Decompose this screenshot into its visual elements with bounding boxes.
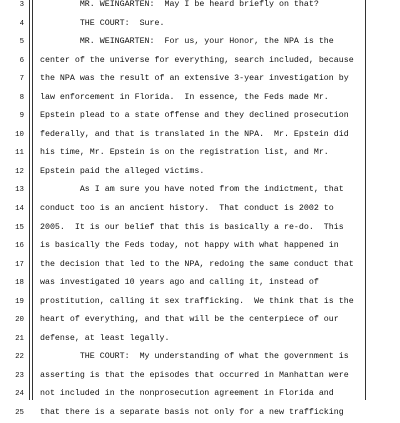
- transcript-line: [0, 107, 400, 126]
- line-number: 11: [15, 149, 24, 158]
- transcript-line: [0, 330, 400, 349]
- transcript-line: [0, 163, 400, 182]
- line-text: law enforcement in Florida. In essence, the Feds made Mr.: [40, 92, 329, 102]
- line-number: 22: [15, 353, 24, 362]
- line-text: THE COURT: Sure.: [40, 18, 165, 28]
- line-text: that there is a separate basis not only for a new trafficking: [40, 408, 344, 418]
- transcript-line: [0, 0, 400, 15]
- transcript-line: [0, 70, 400, 89]
- transcript-line: [0, 181, 400, 200]
- line-text: defense, at least legally.: [40, 333, 170, 343]
- line-number: 17: [15, 260, 24, 269]
- line-text: As I am sure you have noted from the indictment, that: [40, 185, 344, 195]
- transcript-line: [0, 256, 400, 275]
- line-number: 23: [15, 371, 24, 380]
- line-text: asserting is that the episodes that occurred in Manhattan were: [40, 370, 349, 380]
- transcript-line: [0, 348, 400, 367]
- transcript-line: [0, 367, 400, 386]
- line-text: federally, and that is translated in the NPA. Mr. Epstein did: [40, 129, 349, 139]
- line-text: THE COURT: My understanding of what the government is: [40, 352, 349, 362]
- line-text: his time, Mr. Epstein is on the registration list, and Mr.: [40, 148, 329, 158]
- line-number: 19: [15, 297, 24, 306]
- line-number: 5: [19, 38, 24, 47]
- line-number: 15: [15, 223, 24, 232]
- transcript-line: [0, 274, 400, 293]
- line-text: Epstein paid the alleged victims.: [40, 166, 205, 176]
- transcript-line: [0, 293, 400, 312]
- line-number: 14: [15, 205, 24, 214]
- line-text: conduct too is an ancient history. That conduct is 2002 to: [40, 204, 334, 214]
- transcript-line: [0, 237, 400, 256]
- line-text: the NPA was the result of an extensive 3-year investigation by: [40, 74, 349, 84]
- line-text: is basically the Feds today, not happy with what happened in: [40, 241, 339, 251]
- line-text: the decision that led to the NPA, redoing the same conduct that: [40, 259, 354, 269]
- transcript-line: [0, 144, 400, 163]
- line-number: 6: [19, 56, 24, 65]
- transcript-line: [0, 385, 400, 404]
- transcript-line: [0, 33, 400, 52]
- line-number: 9: [19, 112, 24, 121]
- transcript-line: [0, 311, 400, 330]
- line-number: 7: [19, 75, 24, 84]
- transcript-line: [0, 126, 400, 145]
- transcript-line: [0, 52, 400, 71]
- line-text: MR. WEINGARTEN: May I be heard briefly on that?: [40, 0, 319, 9]
- line-text: MR. WEINGARTEN: For us, your Honor, the NPA is the: [40, 37, 334, 47]
- line-text: 2005. It is our belief that this is basically a re-do. This: [40, 222, 344, 232]
- line-number: 21: [15, 334, 24, 343]
- line-number: 25: [15, 409, 24, 418]
- line-number: 20: [15, 316, 24, 325]
- line-number: 18: [15, 279, 24, 288]
- line-number: 13: [15, 186, 24, 195]
- transcript-line: [0, 219, 400, 238]
- line-number: 16: [15, 242, 24, 251]
- line-text: not included in the nonprosecution agreement in Florida and: [40, 389, 334, 399]
- line-number: 12: [15, 167, 24, 176]
- line-number: 8: [19, 93, 24, 102]
- transcript-line: [0, 404, 400, 423]
- line-text: center of the universe for everything, search included, because: [40, 55, 354, 65]
- line-text: heart of everything, and that will be the centerpiece of our: [40, 315, 339, 325]
- line-text: prostitution, calling it sex trafficking. We think that is the: [40, 296, 354, 306]
- line-number: 3: [19, 1, 24, 9]
- transcript-line: [0, 89, 400, 108]
- line-number: 10: [15, 130, 24, 139]
- line-number: 24: [15, 390, 24, 399]
- transcript-line: [0, 200, 400, 219]
- line-text: was investigated 10 years ago and calling it, instead of: [40, 278, 319, 288]
- line-number: 4: [19, 19, 24, 28]
- line-text: Epstein plead to a state offense and they declined prosecution: [40, 111, 349, 121]
- transcript-line: [0, 15, 400, 34]
